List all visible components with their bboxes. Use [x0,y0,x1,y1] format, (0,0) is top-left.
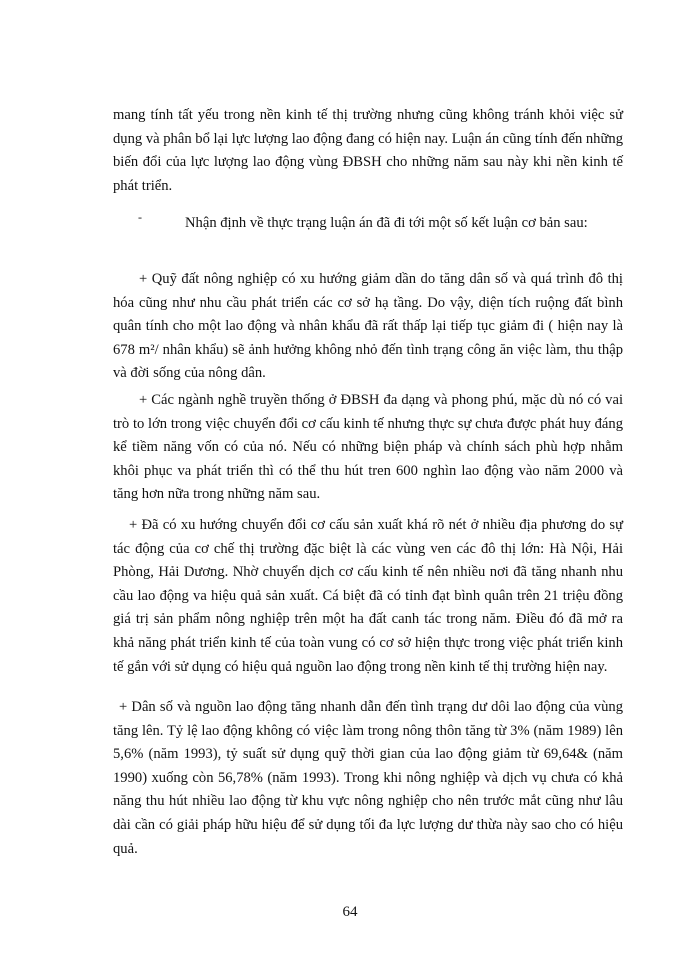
paragraph-structure: + Đã có xu hướng chuyển đổi cơ cấu sản xuất khá rõ nét ở nhiều địa phương do sự tác động của cơ chế thị trường đặc biệt là các vùng ven các đô thị lớn: Hà Nội, Hải Phòng, Hải Dương. Nhờ chuyển dịch cơ cấu kinh tế nên nhiều nơi đã tăng nhanh nhu cầu lao động va hiệu quả sản xuất. Cá biệt đã có tỉnh đạt bình quân trên 21 triệu đồng giá trị sản phẩm nông nghiệp trên một ha đất canh tác trong năm. Điều đó đã mở ra khả năng phát triển kinh tế của toàn vung có cơ sở hiện thực trong việc phát triển kinh tế gắn với sử dụng có hiệu quả nguồn lao động trong nền kinh tế thị trường hiện nay. [113,517,623,675]
paragraph-intro: mang tính tất yếu trong nền kinh tế thị trường nhưng cũng không tránh khỏi việc sử dụng và phân bổ lại lực lượng lao động đang có hiện nay. Luận án cũng tính đến những biến đổi của lực lượng lao động vùng ĐBSH cho những năm sau này khi nền kinh tế phát triển. [113,107,623,194]
dash-bullet: - [138,210,142,224]
page-number: 64 [342,904,358,920]
paragraph-land: + Quỹ đất nông nghiệp có xu hướng giảm dần do tăng dân số và quá trình đô thị hóa cũng như nhu cầu phát triển các cơ sở hạ tầng. Do vậy, diện tích ruộng đất bình quân tính cho một lao động và nhân khẩu đã rất thấp lại tiếp tục giảm đi ( hiện nay là 678 m²/ nhân khẩu) sẽ ảnh hưởng không nhỏ đến tình trạng công ăn việc làm, thu thập và đời sống của nông dân. [113,271,623,382]
paragraph-assessment: Nhận định về thực trạng luận án đã đi tới một số kết luận cơ bản sau: [185,215,588,231]
paragraph-population: + Dân số và nguồn lao động tăng nhanh dẫn đến tình trạng dư dôi lao động của vùng tăng lên. Tỷ lệ lao động không có việc làm trong nông thôn tăng từ 3% (năm 1989) lên 5,6% (năm 1993), tỷ suất sử dụng quỹ thời gian của lao động giảm từ 69,64& (năm 1990) xuống còn 56,78% (năm 1993). Trong khi nông nghiệp và dịch vụ chưa có khả năng thu hút nhiều lao động từ khu vực nông nghiệp cho nên trước mắt cũng như lâu dài cần có giải pháp hữu hiệu để sử dụng tối đa lực lượng dư thừa này sao cho có hiệu quả. [113,699,623,857]
paragraph-crafts: + Các ngành nghề truyền thống ở ĐBSH đa dạng và phong phú, mặc dù nó có vai trò to lớn trong việc chuyển đổi cơ cấu kinh tế nhưng thực sự chưa được phát huy đáng kể tiềm năng vốn có của nó. Nếu có những biện pháp và chính sách phù hợp nhằm khôi phục va phát triển thì có thể thu hút tren 600 nghìn lao động vào năm 2000 và tăng hơn nữa trong những năm sau. [113,392,623,503]
